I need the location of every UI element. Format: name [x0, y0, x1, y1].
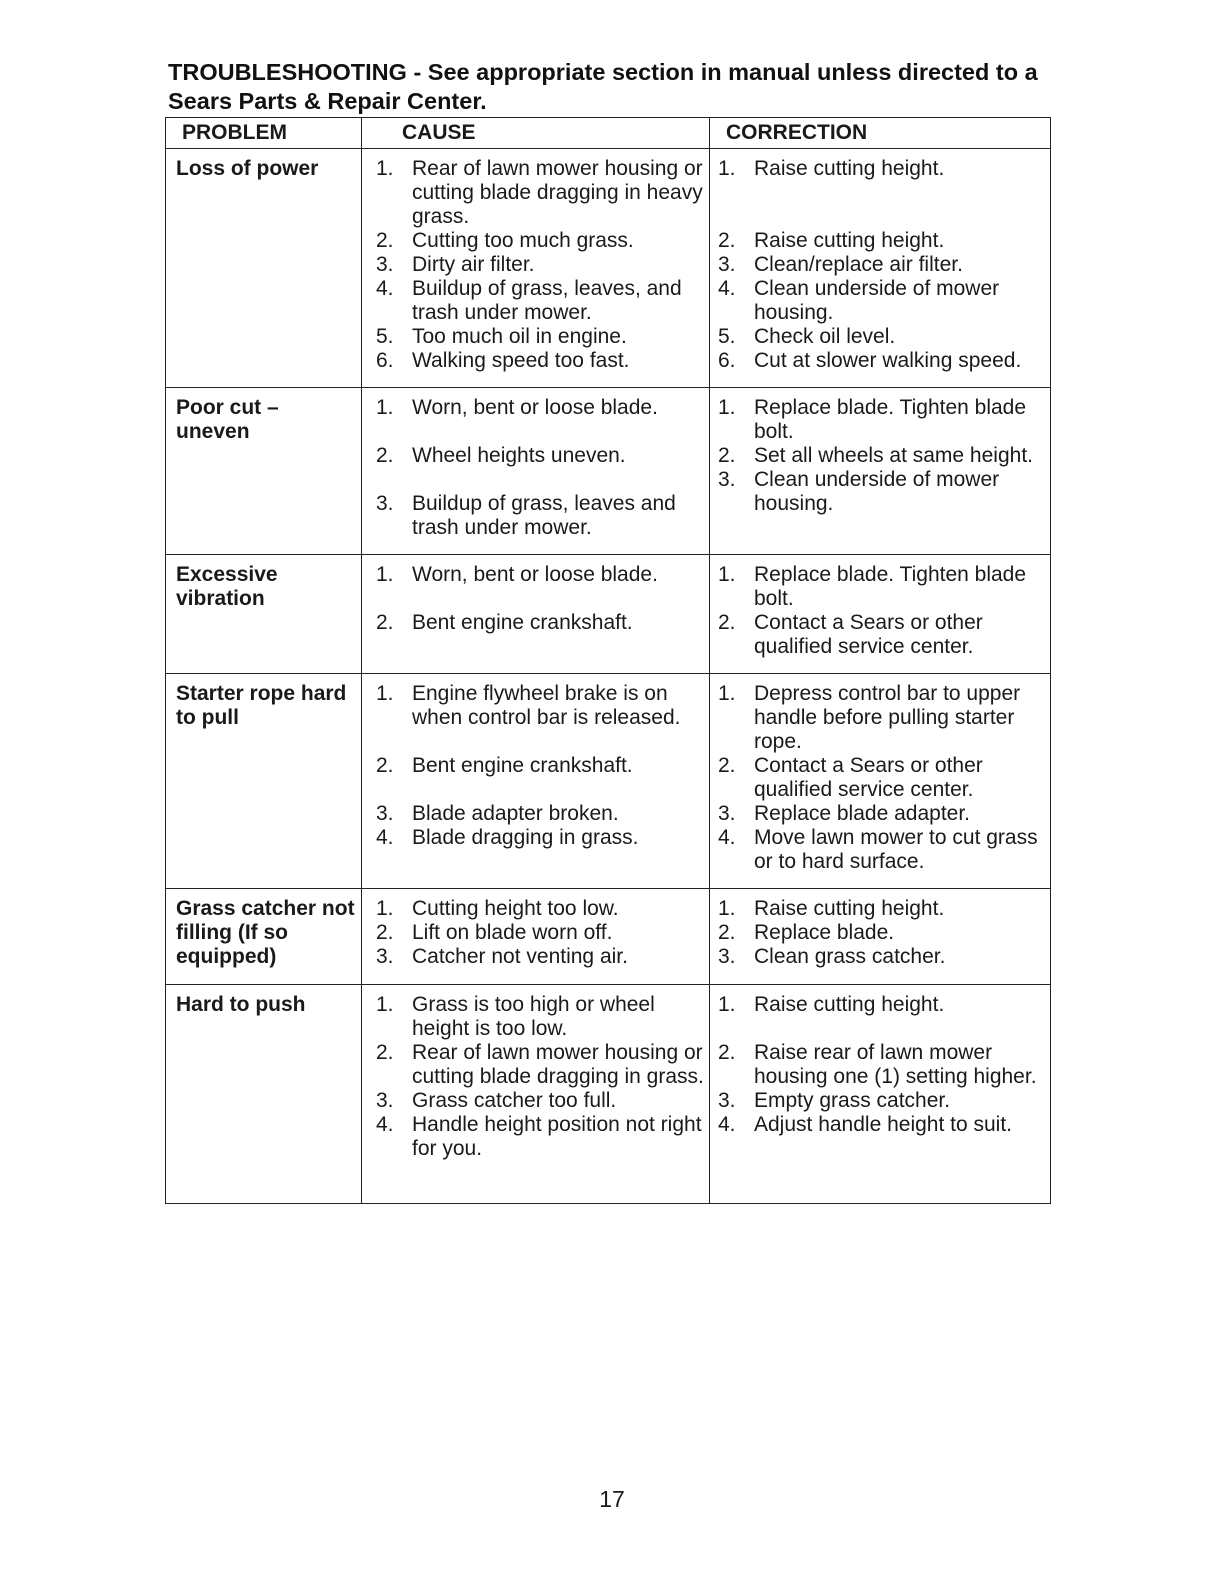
item-number: 2. [376, 921, 394, 944]
item-text: Wheel heights uneven. [412, 444, 626, 467]
list-item [718, 1089, 1046, 1113]
item-number: 3. [718, 468, 736, 491]
cause-list [376, 897, 705, 969]
page-title: TROUBLESHOOTING - See appropriate section in manual unless directed to a Sears Parts & Repair Center. [168, 59, 1038, 114]
item-text: Grass is too high or wheel height is too low. [412, 993, 655, 1040]
item-number: 6. [718, 349, 736, 372]
troubleshooting-table [165, 117, 1051, 1204]
correction-list [718, 993, 1046, 1137]
page-number: 17 [599, 1486, 625, 1512]
list-item [718, 325, 1046, 349]
item-number: 3. [718, 945, 736, 968]
item-text: Empty grass catcher. [754, 1089, 951, 1112]
problem-cell: Excessive vibration [166, 555, 362, 674]
list-item [376, 682, 705, 730]
list-item [376, 253, 705, 277]
list-item [718, 945, 1046, 969]
item-number: 2. [376, 754, 394, 777]
item-text: Dirty air filter. [412, 253, 535, 276]
item-number: 2. [718, 921, 736, 944]
item-number: 4. [718, 277, 736, 300]
item-number: 4. [718, 826, 736, 849]
item-text: Worn, bent or loose blade. [412, 563, 658, 586]
list-item [718, 611, 1046, 659]
cause-list [376, 563, 705, 635]
list-item [718, 897, 1046, 921]
item-number: 2. [376, 444, 394, 467]
item-number: 1. [376, 993, 394, 1016]
item-number: 3. [376, 253, 394, 276]
item-text: Rear of lawn mower housing or cutting blade dragging in heavy grass. [412, 157, 703, 228]
table-body [166, 149, 1051, 1204]
cause-cell [362, 388, 710, 555]
item-text: Too much oil in engine. [412, 325, 627, 348]
item-text: Move lawn mower to cut grass or to hard surface. [754, 826, 1038, 873]
list-item [376, 157, 705, 229]
list-item [718, 349, 1046, 373]
item-text: Check oil level. [754, 325, 896, 348]
cause-cell [362, 674, 710, 889]
correction-cell [710, 985, 1051, 1204]
item-text: Catcher not venting air. [412, 945, 628, 968]
item-text: Bent engine crankshaft. [412, 754, 633, 777]
list-item [376, 754, 705, 778]
list-item [718, 253, 1046, 277]
list-item [718, 993, 1046, 1017]
item-text: Clean underside of mower housing. [754, 468, 1000, 515]
table-row [166, 555, 1051, 674]
list-item [376, 802, 705, 826]
item-number: 1. [376, 157, 394, 180]
item-text: Cut at slower walking speed. [754, 349, 1022, 372]
item-number: 3. [376, 802, 394, 825]
item-text: Grass catcher too full. [412, 1089, 617, 1112]
list-item [376, 1089, 705, 1113]
item-text: Cutting height too low. [412, 897, 619, 920]
item-text: Buildup of grass, leaves, and trash under mower. [412, 277, 682, 324]
list-item [718, 1113, 1046, 1137]
correction-list [718, 157, 1046, 373]
correction-cell [710, 889, 1051, 985]
item-text: Replace blade. [754, 921, 895, 944]
list-item [376, 1041, 705, 1089]
table-header-row [166, 118, 1051, 149]
list-item [376, 277, 705, 325]
cause-cell [362, 555, 710, 674]
item-text: Replace blade. Tighten blade bolt. [754, 396, 1027, 443]
problem-cell: Grass catcher not filling (If so equipped) [166, 889, 362, 985]
item-number: 1. [376, 396, 394, 419]
list-item [718, 229, 1046, 253]
item-number: 1. [718, 897, 736, 920]
list-item [376, 897, 705, 921]
cause-cell [362, 889, 710, 985]
item-text: Walking speed too fast. [412, 349, 630, 372]
item-text: Rear of lawn mower housing or cutting blade dragging in grass. [412, 1041, 704, 1088]
item-text: Depress control bar to upper handle before pulling starter rope. [754, 682, 1021, 753]
item-number: 1. [376, 682, 394, 705]
cause-list [376, 682, 705, 850]
item-number: 1. [718, 993, 736, 1016]
list-item [376, 826, 705, 850]
item-text: Blade dragging in grass. [412, 826, 639, 849]
item-number: 3. [718, 1089, 736, 1112]
item-number: 1. [718, 563, 736, 586]
item-number: 2. [718, 754, 736, 777]
item-text: Clean underside of mower housing. [754, 277, 1000, 324]
problem-column-header: PROBLEM [166, 118, 362, 149]
item-text: Raise rear of lawn mower housing one (1) setting higher. [754, 1041, 1037, 1088]
item-text: Replace blade. Tighten blade bolt. [754, 563, 1027, 610]
item-text: Bent engine crankshaft. [412, 611, 633, 634]
correction-list [718, 682, 1046, 874]
item-number: 5. [376, 325, 394, 348]
item-number: 4. [718, 1113, 736, 1136]
cause-cell [362, 149, 710, 388]
list-item [718, 802, 1046, 826]
item-text: Contact a Sears or other qualified service center. [754, 754, 983, 801]
list-item [718, 444, 1046, 468]
list-item [376, 563, 705, 587]
list-item [718, 682, 1046, 754]
list-item [718, 277, 1046, 325]
list-item [718, 157, 1046, 181]
list-item [718, 826, 1046, 874]
item-text: Handle height position not right for you. [412, 1113, 702, 1160]
item-number: 2. [376, 611, 394, 634]
problem-cell: Starter rope hard to pull [166, 674, 362, 889]
item-text: Contact a Sears or other qualified service center. [754, 611, 983, 658]
cause-cell [362, 985, 710, 1204]
cause-column-header: CAUSE [362, 118, 710, 149]
item-text: Replace blade adapter. [754, 802, 970, 825]
item-number: 2. [718, 444, 736, 467]
list-item [376, 325, 705, 349]
item-text: Cutting too much grass. [412, 229, 634, 252]
item-number: 3. [718, 253, 736, 276]
item-number: 1. [718, 396, 736, 419]
item-number: 1. [718, 682, 736, 705]
item-number: 4. [376, 1113, 394, 1136]
list-item [376, 921, 705, 945]
item-number: 1. [376, 897, 394, 920]
table-row [166, 674, 1051, 889]
list-item [376, 1113, 705, 1161]
correction-cell [710, 555, 1051, 674]
problem-cell: Hard to push [166, 985, 362, 1204]
item-text: Raise cutting height. [754, 993, 945, 1016]
list-item [376, 945, 705, 969]
list-item [718, 1041, 1046, 1089]
table-row [166, 388, 1051, 555]
item-text: Buildup of grass, leaves and trash under mower. [412, 492, 676, 539]
item-number: 3. [718, 802, 736, 825]
item-text: Raise cutting height. [754, 229, 945, 252]
item-text: Blade adapter broken. [412, 802, 619, 825]
item-number: 4. [376, 277, 394, 300]
list-item [376, 444, 705, 468]
correction-cell [710, 149, 1051, 388]
table-row [166, 889, 1051, 985]
correction-column-header: CORRECTION [710, 118, 1051, 149]
item-text: Set all wheels at same height. [754, 444, 1033, 467]
correction-list [718, 396, 1046, 516]
item-number: 2. [718, 1041, 736, 1064]
item-number: 1. [376, 563, 394, 586]
problem-cell: Loss of power [166, 149, 362, 388]
list-item [718, 468, 1046, 516]
item-number: 2. [376, 1041, 394, 1064]
item-text: Worn, bent or loose blade. [412, 396, 658, 419]
item-number: 1. [718, 157, 736, 180]
cause-list [376, 157, 705, 373]
correction-list [718, 897, 1046, 969]
item-number: 2. [376, 229, 394, 252]
item-number: 2. [718, 229, 736, 252]
list-item [718, 563, 1046, 611]
item-text: Adjust handle height to suit. [754, 1113, 1013, 1136]
list-item [376, 396, 705, 420]
list-item [376, 349, 705, 373]
list-item [376, 229, 705, 253]
problem-cell: Poor cut – uneven [166, 388, 362, 555]
item-text: Engine flywheel brake is on when control bar is released. [412, 682, 681, 729]
table-row [166, 985, 1051, 1204]
item-text: Raise cutting height. [754, 897, 945, 920]
item-number: 3. [376, 945, 394, 968]
item-text: Raise cutting height. [754, 157, 945, 180]
item-text: Clean grass catcher. [754, 945, 946, 968]
list-item [376, 993, 705, 1041]
item-number: 3. [376, 1089, 394, 1112]
item-number: 5. [718, 325, 736, 348]
correction-cell [710, 674, 1051, 889]
item-number: 2. [718, 611, 736, 634]
list-item [718, 921, 1046, 945]
item-text: Lift on blade worn off. [412, 921, 613, 944]
correction-cell [710, 388, 1051, 555]
cause-list [376, 993, 705, 1161]
list-item [718, 396, 1046, 444]
correction-list [718, 563, 1046, 659]
item-number: 3. [376, 492, 394, 515]
item-text: Clean/replace air filter. [754, 253, 963, 276]
item-number: 4. [376, 826, 394, 849]
list-item [376, 492, 705, 540]
cause-list [376, 396, 705, 540]
table-row [166, 149, 1051, 388]
list-item [376, 611, 705, 635]
list-item [718, 754, 1046, 802]
item-number: 6. [376, 349, 394, 372]
